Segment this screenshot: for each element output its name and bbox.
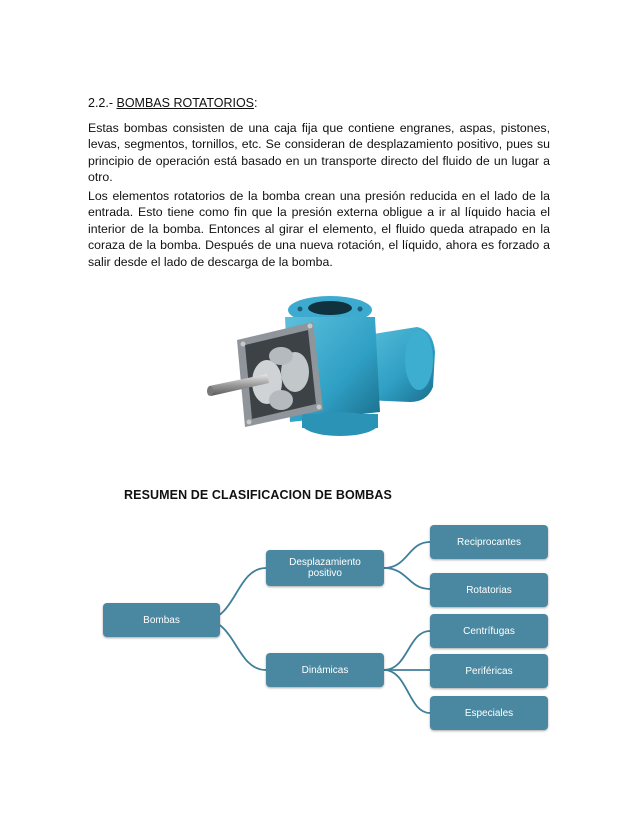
paragraph-description: Estas bombas consisten de una caja fija que contiene engranes, aspas, pistones, levas, segmentos, tornillos, etc. Se consideran de desplazamiento positivo, pues su principio de operación está basado en un transporte directo del fluido de un lugar a otro. <box>88 121 550 185</box>
connector-branch1-leaf1 <box>384 542 430 568</box>
node-rotatorias <box>430 573 548 607</box>
node-centrifugas <box>430 614 548 648</box>
node-desplazamiento-positivo <box>266 550 384 586</box>
node-perifericas-label: Periféricas <box>465 665 513 677</box>
node-dinamicas <box>266 653 384 687</box>
node-desplazamiento-label-line2: positivo <box>308 568 342 579</box>
paragraph-operation: Los elementos rotatorios de la bomba crean una presión reducida en el lado de la entrada. Esto tiene como fin que la presión externa obligue a ir al líquido hacia el interior de la bomba. Entonces al girar el elemento, el fluido queda atrapado en la coraza de la bomba. Después de una nueva rotación, el líquido, ahora es forzado a salir desde el lado de descarga de la bomba. <box>88 189 550 269</box>
node-dinamicas-label: Dinámicas <box>301 664 349 676</box>
node-bombas-label: Bombas <box>143 614 180 626</box>
connector-branch2-leaf3 <box>384 670 430 713</box>
node-reciprocantes-label: Reciprocantes <box>457 536 521 548</box>
pump-classification-diagram <box>96 522 556 742</box>
node-especiales-label: Especiales <box>464 707 514 719</box>
summary-title: RESUMEN DE CLASIFICACION DE BOMBAS <box>124 488 392 502</box>
section-title: BOMBAS ROTATORIOS <box>116 96 255 110</box>
node-perifericas <box>430 654 548 688</box>
node-bombas <box>103 603 220 637</box>
node-rotatorias-label: Rotatorias <box>466 584 512 596</box>
node-desplazamiento-label-line1: Desplazamiento <box>289 557 361 568</box>
node-centrifugas-label: Centrífugas <box>463 625 515 637</box>
section-number: 2.2.- <box>88 96 117 110</box>
node-reciprocantes <box>430 525 548 559</box>
section-heading <box>88 95 258 111</box>
connector-branch1-leaf2 <box>384 568 430 589</box>
rotary-pump-image <box>205 282 445 452</box>
connector-branch2-leaf1 <box>384 631 430 670</box>
section-colon: : <box>254 96 258 110</box>
node-especiales <box>430 696 548 730</box>
